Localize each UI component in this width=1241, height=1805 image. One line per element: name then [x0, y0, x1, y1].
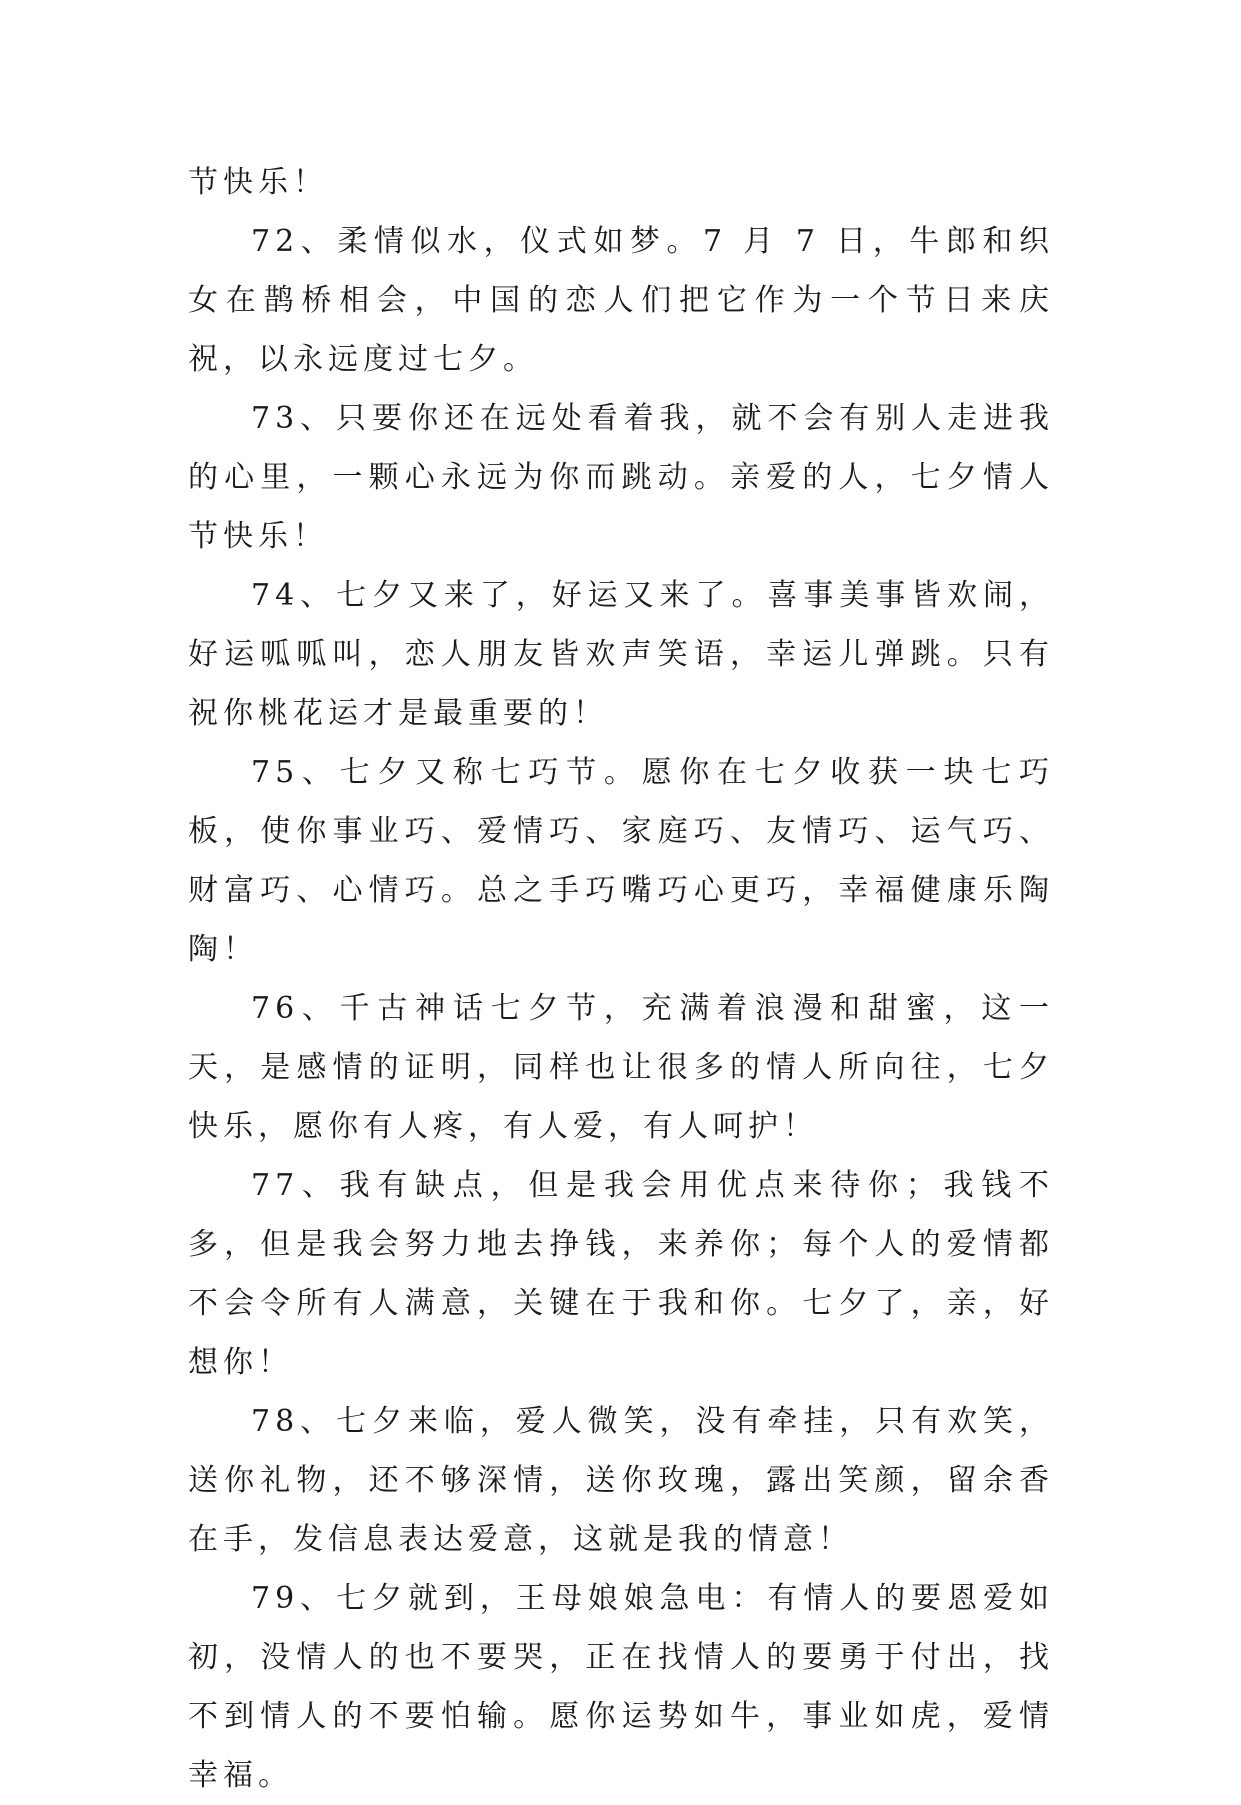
paragraph-77: 77、我有缺点，但是我会用优点来待你；我钱不多，但是我会努力地去挣钱，来养你；每个人的爱情都不会令所有人满意，关键在于我和你。七夕了，亲，好想你！ — [188, 1168, 1054, 1380]
paragraph-78: 78、七夕来临，爱人微笑，没有牵挂，只有欢笑，送你礼物，还不够深情，送你玫瑰，露出笑颜，留余香在手，发信息表达爱意，这就是我的情意！ — [188, 1404, 1054, 1557]
paragraph-75: 75、七夕又称七巧节。愿你在七夕收获一块七巧板，使你事业巧、爱情巧、家庭巧、友情巧、运气巧、财富巧、心情巧。总之手巧嘴巧心更巧，幸福健康乐陶陶！ — [188, 755, 1054, 967]
paragraph-76: 76、千古神话七夕节，充满着浪漫和甜蜜，这一天，是感情的证明，同样也让很多的情人所向往，七夕快乐，愿你有人疼，有人爱，有人呵护！ — [188, 991, 1054, 1144]
paragraph-72: 72、柔情似水，仪式如梦。7 月 7 日，牛郎和织女在鹊桥相会，中国的恋人们把它作为一个节日来庆祝，以永远度过七夕。 — [188, 224, 1054, 377]
paragraph-73: 73、只要你还在远处看着我，就不会有别人走进我的心里，一颗心永远为你而跳动。亲爱的人，七夕情人节快乐！ — [188, 401, 1054, 554]
paragraph-continuation: 节快乐！ — [188, 165, 328, 200]
document-body — [188, 153, 1054, 1805]
paragraph-79: 79、七夕就到，王母娘娘急电：有情人的要恩爱如初，没情人的也不要哭，正在找情人的要勇于付出，找不到情人的不要怕输。愿你运势如牛，事业如虎，爱情幸福。 — [188, 1581, 1054, 1793]
paragraph-74: 74、七夕又来了，好运又来了。喜事美事皆欢闹，好运呱呱叫，恋人朋友皆欢声笑语，幸运儿弹跳。只有祝你桃花运才是最重要的！ — [188, 578, 1054, 731]
